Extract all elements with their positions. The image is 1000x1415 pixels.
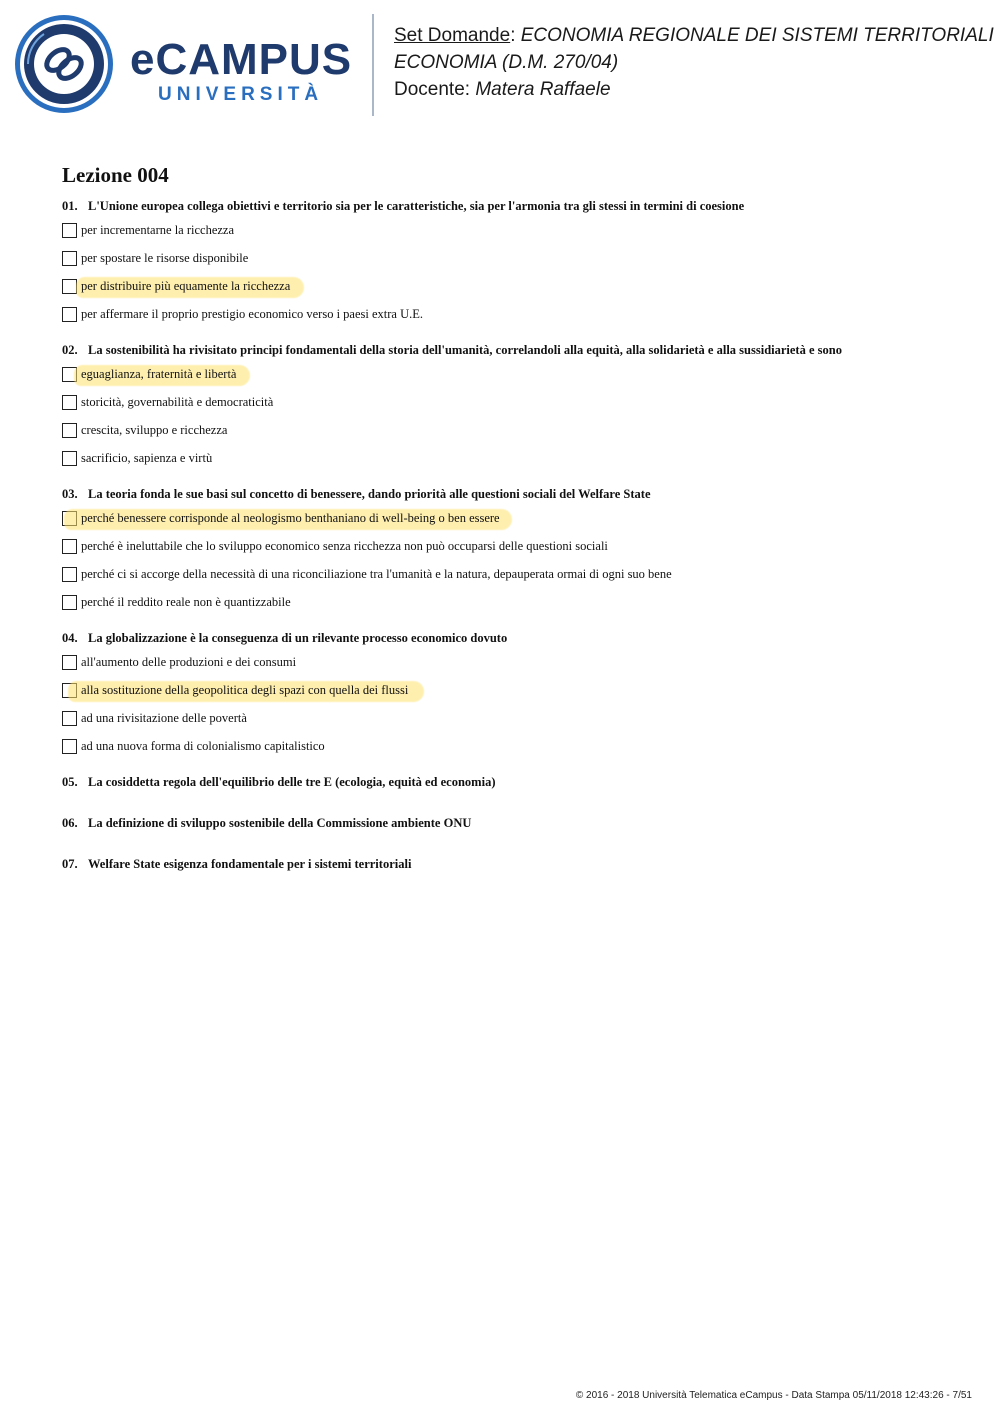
question-block	[62, 342, 962, 472]
header-info: Set Domande: ECONOMIA REGIONALE DEI SISTEMI TERRITORIALI ECONOMIA (D.M. 270/04) Docente: Matera Raffaele	[394, 25, 994, 100]
answer-option[interactable]: perché è ineluttabile che lo sviluppo economico senza ricchezza non può occuparsi delle questioni sociali	[62, 532, 962, 560]
checkbox[interactable]	[62, 279, 77, 294]
question-block	[62, 630, 962, 760]
answer-option[interactable]: all'aumento delle produzioni e dei consumi	[62, 648, 962, 676]
checkbox[interactable]	[62, 451, 77, 466]
answer-option[interactable]: perché ci si accorge della necessità di una riconciliazione tra l'umanità e la natura, depauperata ormai di ogni suo bene	[62, 560, 962, 588]
question-text: 06. La definizione di sviluppo sostenibile della Commissione ambiente ONU	[62, 816, 472, 830]
ecampus-logo-icon	[14, 14, 114, 114]
answer-option[interactable]: per affermare il proprio prestigio economico verso i paesi extra U.E.	[62, 300, 962, 328]
docente-label: Docente:	[394, 79, 471, 100]
checkbox[interactable]	[62, 567, 77, 582]
question-text: 04. La globalizzazione è la conseguenza di un rilevante processo economico dovuto	[62, 631, 508, 645]
logo-wordmark	[130, 35, 353, 106]
docente-name: Matera Raffaele	[475, 79, 611, 100]
answer-option[interactable]: perché il reddito reale non è quantizzabile	[62, 588, 962, 616]
answer-option[interactable]: per incrementarne la ricchezza	[62, 216, 962, 244]
lesson-title: Lezione 004	[62, 163, 169, 187]
question-text: 01. L'Unione europea collega obiettivi e territorio sia per le caratteristiche, sia per l'armonia tra gli stessi in termini di coesione	[62, 199, 745, 213]
answer-option[interactable]: per spostare le risorse disponibile	[62, 244, 962, 272]
course-title-line1: ECONOMIA REGIONALE DEI SISTEMI TERRITORIALI	[520, 25, 994, 46]
checkbox[interactable]	[62, 423, 77, 438]
checkbox[interactable]	[62, 395, 77, 410]
answer-option[interactable]: ad una rivisitazione delle povertà	[62, 704, 962, 732]
question-content	[62, 160, 962, 897]
checkbox[interactable]	[62, 711, 77, 726]
course-title-line2: ECONOMIA (D.M. 270/04)	[394, 52, 619, 73]
answer-option[interactable]: ad una nuova forma di colonialismo capitalistico	[62, 732, 962, 760]
question-text: 05. La cosiddetta regola dell'equilibrio delle tre E (ecologia, equità ed economia)	[62, 775, 496, 789]
page-header	[0, 0, 1000, 130]
checkbox[interactable]	[62, 251, 77, 266]
answer-option[interactable]: alla sostituzione della geopolitica degli spazi con quella dei flussi	[62, 676, 962, 704]
question-block	[62, 198, 962, 328]
checkbox[interactable]	[62, 655, 77, 670]
question-text: 02. La sostenibilità ha rivisitato principi fondamentali della storia dell'umanità, correlandoli alla equità, alla solidarietà e alla sussidiarietà e sono	[62, 343, 842, 357]
header-divider	[372, 14, 374, 116]
answer-option[interactable]: sacrificio, sapienza e virtù	[62, 444, 962, 472]
answer-option[interactable]: eguaglianza, fraternità e libertà	[62, 360, 962, 388]
answer-option[interactable]: perché benessere corrisponde al neologismo benthaniano di well-being o ben essere	[62, 504, 962, 532]
question-text: 03. La teoria fonda le sue basi sul concetto di benessere, dando priorità alle questioni sociali del Welfare State	[62, 487, 651, 501]
checkbox[interactable]	[62, 539, 77, 554]
answer-option[interactable]: crescita, sviluppo e ricchezza	[62, 416, 962, 444]
brand-subtitle: UNIVERSITÀ	[158, 84, 324, 105]
checkbox[interactable]	[62, 307, 77, 322]
question-text: 07. Welfare State esigenza fondamentale per i sistemi territoriali	[62, 857, 412, 871]
answer-option[interactable]: storicità, governabilità e democraticità	[62, 388, 962, 416]
answer-option[interactable]: per distribuire più equamente la ricchezza	[62, 272, 962, 300]
set-label: Set Domande	[394, 25, 511, 46]
page-footer: © 2016 - 2018 Università Telematica eCampus - Data Stampa 05/11/2018 12:43:26 - 7/51	[575, 1390, 972, 1401]
checkbox[interactable]	[62, 223, 77, 238]
checkbox[interactable]	[62, 595, 77, 610]
checkbox[interactable]	[62, 739, 77, 754]
brand-name: eCAMPUS	[130, 35, 353, 84]
question-block	[62, 486, 962, 616]
